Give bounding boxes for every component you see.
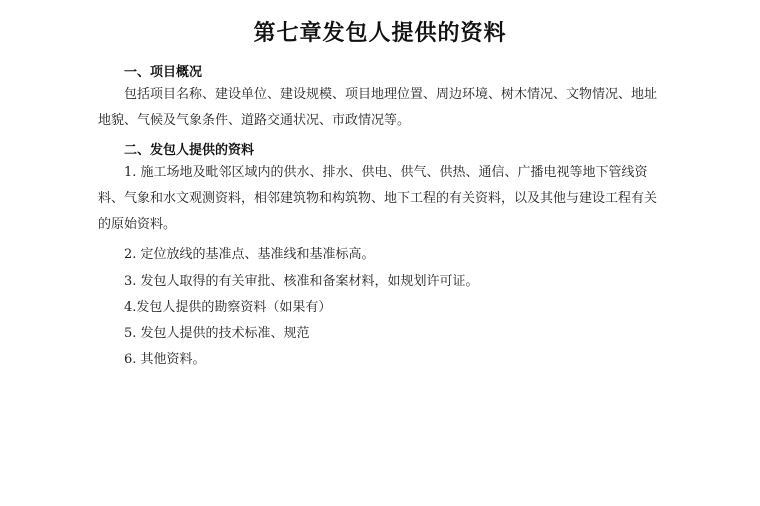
list-item: 4.发包人提供的勘察资料（如果有）: [124, 300, 332, 315]
list-item: 5. 发包人提供的技术标准、规范: [124, 326, 310, 341]
list-item: 2. 定位放线的基准点、基准线和基准标高。: [124, 247, 375, 262]
section-heading-client-materials: 二、发包人提供的资料: [124, 143, 255, 158]
section-paragraph-project-overview: [98, 82, 664, 134]
section-heading-project-overview: 一、项目概况: [124, 65, 203, 80]
paragraph-text: 包括项目名称、建设单位、建设规模、项目地理位置、周边环境、树木情况、文物情况、地址地貌、气候及气象条件、道路交通状况、市政情况等。: [98, 87, 658, 128]
page-title: 第七章发包人提供的资料: [253, 21, 507, 46]
list-item: 3. 发包人取得的有关审批、核准和备案材料，如规划许可证。: [124, 274, 479, 289]
list-item-text: 1. 施工场地及毗邻区域内的供水、排水、供电、供气、供热、通信、广播电视等地下管线资料、气象和水文观测资料，相邻建筑物和构筑物、地下工程的有关资料，以及其他与建设工程有关的原始资料。: [98, 165, 658, 232]
list-item: [98, 160, 664, 238]
list-item: 6. 其他资料。: [124, 352, 206, 367]
